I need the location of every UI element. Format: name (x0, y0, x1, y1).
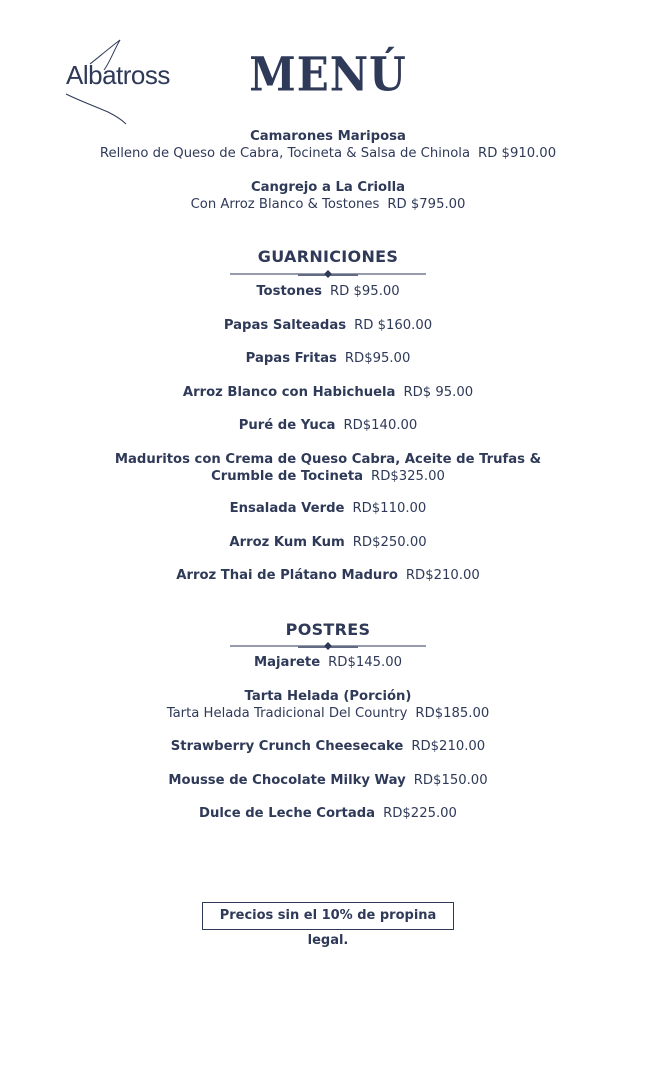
item-price: RD $160.00 (354, 318, 433, 333)
menu-item (0, 317, 656, 334)
menu-item (0, 567, 656, 584)
menu-item (0, 654, 656, 671)
logo-wordmark: Albatross (66, 60, 170, 90)
item-name: Maduritos con Crema de Queso Cabra, Aceite de Trufas & (114, 452, 542, 467)
menu-item (0, 500, 656, 517)
menu-item (0, 688, 656, 722)
item-price: RD$185.00 (415, 706, 490, 721)
item-price: RD$150.00 (413, 773, 488, 788)
tip-notice: Precios sin el 10% de propina legal. (202, 902, 454, 930)
item-price: RD$225.00 (383, 806, 457, 821)
item-name: Papas Salteadas (223, 318, 347, 333)
item-name: Puré de Yuca (238, 418, 336, 433)
item-description: Tarta Helada Tradicional Del Country (166, 706, 408, 721)
item-name: Mousse de Chocolate Milky Way (168, 773, 406, 788)
menu-item (0, 738, 656, 755)
item-name: Arroz Blanco con Habichuela (182, 385, 396, 400)
item-name-continued: Crumble de Tocineta (211, 469, 364, 484)
item-name: Majarete (254, 655, 321, 670)
menu-item (0, 534, 656, 551)
item-price: RD $795.00 (387, 197, 466, 212)
item-name: Papas Fritas (245, 351, 337, 366)
menu-item (0, 179, 656, 213)
item-price: RD$110.00 (352, 501, 427, 516)
menu-item (0, 128, 656, 162)
menu-item (0, 350, 656, 367)
item-price: RD $95.00 (330, 284, 400, 299)
item-name: Tarta Helada (Porción) (244, 689, 412, 704)
menu-item (0, 417, 656, 434)
item-price: RD$325.00 (371, 469, 445, 484)
item-name: Camarones Mariposa (250, 129, 406, 144)
item-name: Ensalada Verde (229, 501, 345, 516)
menu-item (0, 451, 656, 485)
item-price: RD$210.00 (405, 568, 480, 583)
item-price: RD$95.00 (344, 351, 411, 366)
item-price: RD$250.00 (352, 535, 427, 550)
menu-item (0, 384, 656, 401)
page-title: MENÚ (249, 47, 407, 102)
item-name: Tostones (256, 284, 323, 299)
item-name: Strawberry Crunch Cheesecake (170, 739, 404, 754)
section-divider (228, 641, 428, 651)
menu-item (0, 805, 656, 822)
item-price: RD$145.00 (328, 655, 402, 670)
item-description: Con Arroz Blanco & Tostones (190, 197, 380, 212)
section-divider (228, 269, 428, 279)
section-title-guarniciones: GUARNICIONES (257, 247, 399, 266)
menu-item (0, 772, 656, 789)
item-price: RD$210.00 (411, 739, 486, 754)
item-name: Dulce de Leche Cortada (199, 806, 376, 821)
menu-item (0, 283, 656, 300)
section-title-postres: POSTRES (285, 620, 371, 639)
item-name: Arroz Kum Kum (229, 535, 345, 550)
item-description: Relleno de Queso de Cabra, Tocineta & Salsa de Chinola (99, 146, 471, 161)
item-name: Cangrejo a La Criolla (250, 180, 406, 195)
item-price: RD$140.00 (343, 418, 418, 433)
item-price: RD $910.00 (478, 146, 557, 161)
item-price: RD$ 95.00 (403, 385, 474, 400)
item-name: Arroz Thai de Plátano Maduro (176, 568, 398, 583)
